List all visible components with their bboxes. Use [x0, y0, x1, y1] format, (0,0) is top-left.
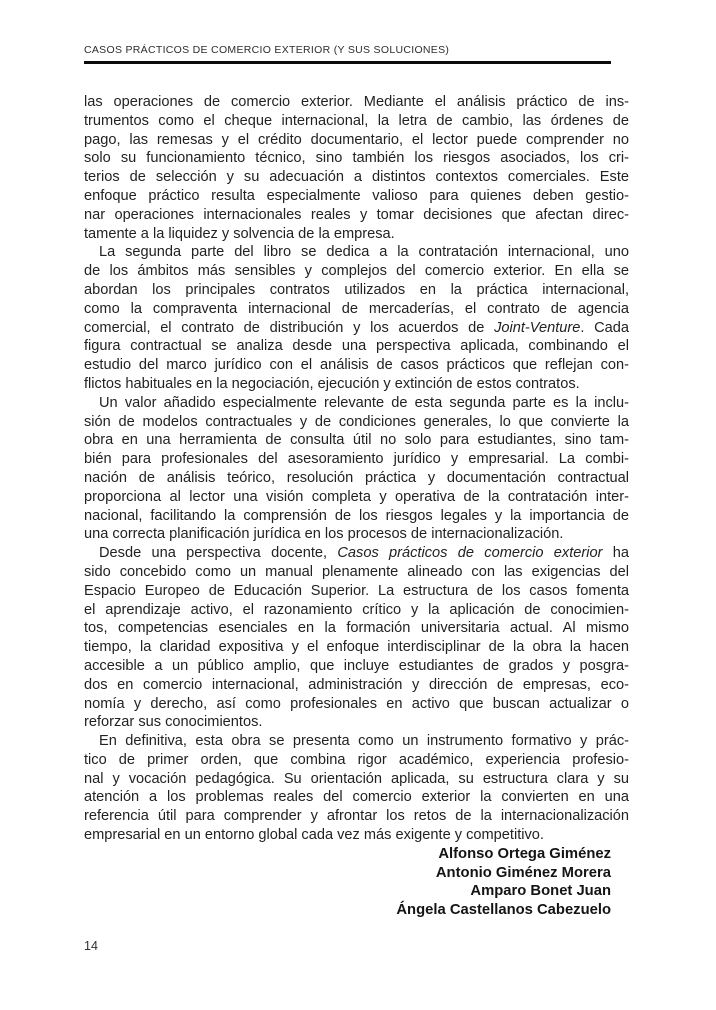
text-line: referencia útil para comprender y afrontar los retos de la internacionalización: [84, 808, 629, 825]
text-line: Un valor añadido especialmente relevante de esta segunda parte es la inclu-: [99, 394, 629, 411]
text-line: accesible a un público amplio, que incluye estudiantes de grados y posgra-: [84, 657, 629, 674]
text-line: Espacio Europeo de Educación Superior. La estructura de los casos fomenta: [84, 582, 629, 599]
paragraph: [84, 243, 629, 393]
body-text: [84, 93, 629, 920]
text-line: tos, competencias esenciales en la formación universitaria actual. Al mismo: [84, 620, 629, 637]
paragraph: [84, 732, 629, 845]
paragraph: [84, 544, 629, 732]
text-line: obra en una herramienta de consulta útil no solo para estudiantes, sino tam-: [84, 432, 629, 449]
author-name: Alfonso Ortega Giménez: [438, 845, 611, 862]
text-line: nación de análisis teórico, resolución práctica y documentación contractual: [84, 469, 629, 486]
text-line: enfoque práctico resulta especialmente valioso para quienes deben gestio-: [84, 187, 629, 204]
text-line: nal y vocación pedagógica. Su orientación aplicada, su estructura clara y su: [84, 770, 629, 787]
text-line: las operaciones de comercio exterior. Mediante el análisis práctico de ins-: [84, 94, 629, 110]
text-line: sido concebido como un manual plenamente alineado con las exigencias del: [84, 563, 629, 580]
text-line: abordan los principales contratos utilizados en la práctica internacional,: [84, 281, 629, 298]
text-line: Desde una perspectiva docente, Casos prácticos de comercio exterior ha: [99, 545, 629, 562]
author-name: Ángela Castellanos Cabezuelo: [396, 902, 611, 919]
author-name: Antonio Giménez Morera: [435, 864, 611, 881]
text-line: una correcta planificación jurídica en los procesos de internacionalización.: [84, 526, 564, 543]
text-line: solo su funcionamiento técnico, sino también los riesgos asociados, los cri-: [84, 150, 629, 167]
text-line: sión de modelos contractuales y de condiciones generales, lo que convierte la: [84, 413, 629, 430]
running-header: CASOS PRÁCTICOS DE COMERCIO EXTERIOR (Y SUS SOLUCIONES): [84, 44, 611, 64]
text-line: tico de primer orden, que combina rigor académico, experiencia profesio-: [84, 751, 629, 768]
text-line: flictos habituales en la negociación, ejecución y extinción de estos contratos.: [84, 375, 580, 392]
text-line: nacional, facilitando la comprensión de los riesgos legales y la importancia de: [84, 507, 629, 524]
text-line: tiempo, la claridad expositiva y el enfoque interdisciplinar de la obra la hacen: [84, 639, 629, 656]
text-line: bién para profesionales del asesoramiento jurídico y empresarial. La combi-: [84, 451, 629, 468]
page-number: 14: [84, 939, 98, 953]
author-name: Amparo Bonet Juan: [470, 883, 611, 900]
text-line: figura contractual se analiza desde una perspectiva aplicada, combinando el: [84, 338, 629, 355]
text-line: tamente a la liquidez y solvencia de la empresa.: [84, 225, 395, 242]
text-line: de los ámbitos más sensibles y complejos del comercio exterior. En ella se: [84, 263, 629, 280]
text-line: empresarial en un entorno global cada vez más exigente y competitivo.: [84, 827, 544, 844]
text-line: nar operaciones internacionales reales y tomar decisiones que afectan direc-: [84, 206, 629, 223]
text-line: reforzar sus conocimientos.: [84, 714, 263, 731]
paragraph: [84, 93, 629, 243]
text-line: La segunda parte del libro se dedica a la contratación internacional, uno: [99, 244, 629, 261]
text-line: proporciona al lector una visión completa y operativa de la contratación inter-: [84, 488, 629, 505]
text-line: atención a los problemas reales del comercio exterior la convierten en una: [84, 789, 629, 806]
text-line: como la compraventa internacional de mercaderías, el contrato de agencia: [84, 300, 629, 317]
text-line: nomía y derecho, así como profesionales en activo que buscan actualizar o: [84, 695, 629, 712]
text-line: dos en comercio internacional, administración y dirección de empresas, eco-: [84, 676, 629, 693]
text-line: el aprendizaje activo, el razonamiento crítico y la aplicación de conocimien-: [84, 601, 629, 618]
text-line: En definitiva, esta obra se presenta como un instrumento formativo y prác-: [99, 733, 629, 750]
paragraph: [84, 394, 629, 544]
text-line: comercial, el contrato de distribución y los acuerdos de Joint-Venture. Cada: [84, 319, 629, 336]
text-line: pago, las remesas y el crédito documentario, el lector puede comprender no: [84, 131, 629, 148]
text-line: estudio del marco jurídico con el análisis de casos prácticos que reflejan con-: [84, 357, 629, 374]
text-line: trumentos como el cheque internacional, la letra de cambio, las órdenes de: [84, 112, 629, 129]
text-line: terios de selección y su adecuación a distintos contextos comerciales. Este: [84, 169, 629, 186]
author-signature: [84, 845, 611, 920]
